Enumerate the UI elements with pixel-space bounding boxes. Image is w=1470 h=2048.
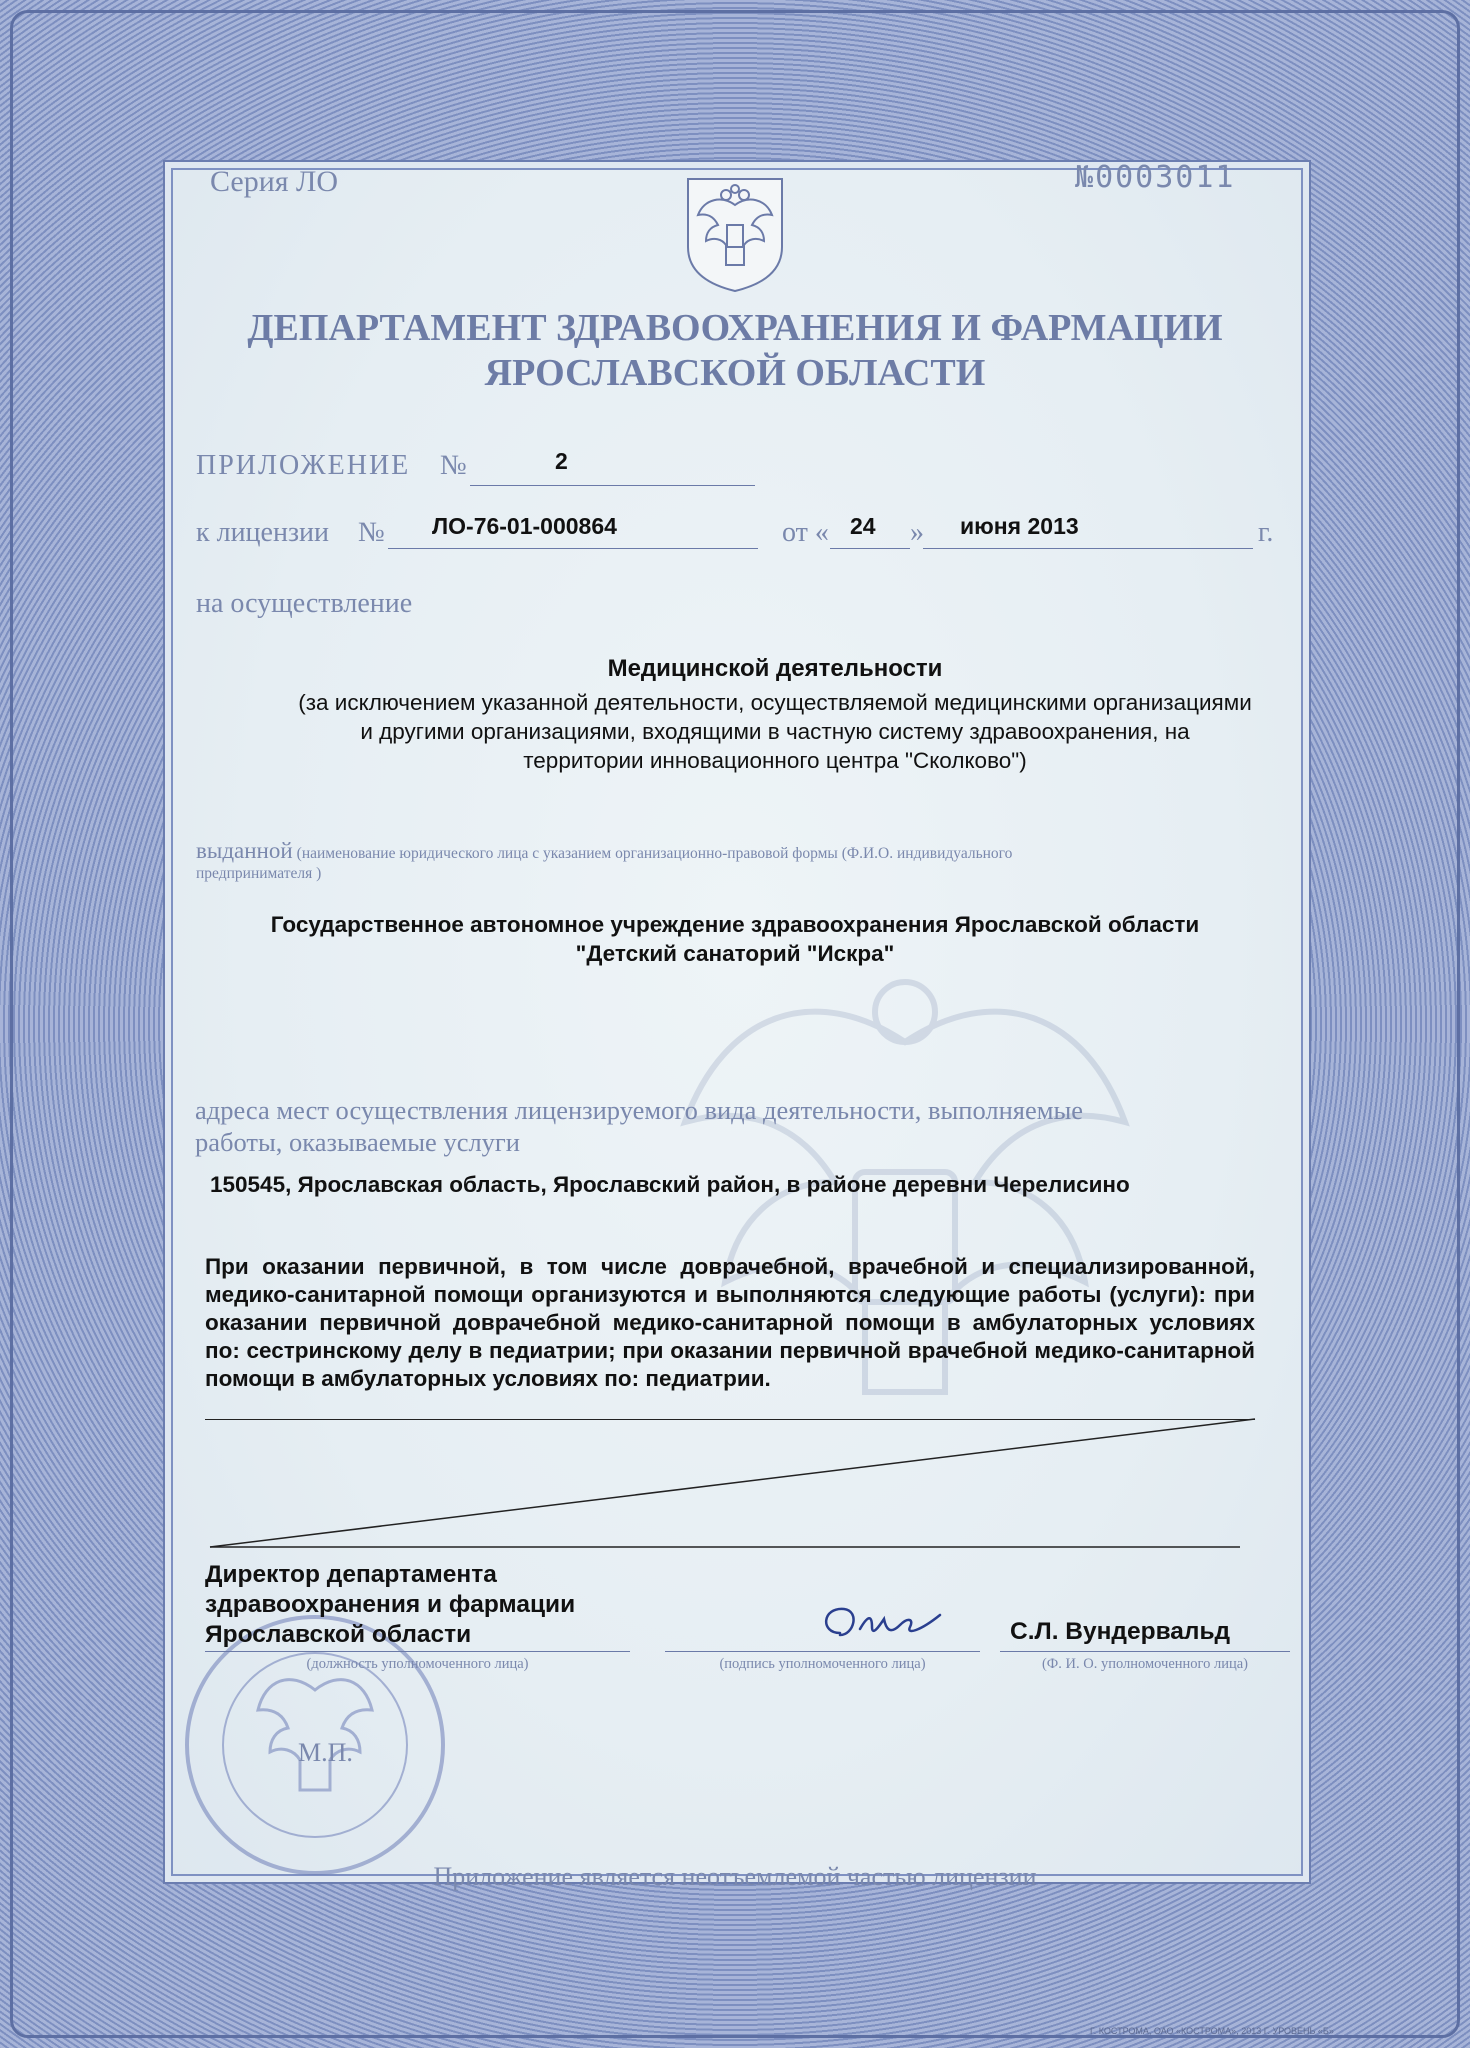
license-month-year: июня 2013 xyxy=(960,513,1079,539)
issued-block xyxy=(196,838,1196,884)
address-value: 150545, Ярославская область, Ярославский район, в районе деревни Черелисино xyxy=(210,1172,1130,1197)
organization-line1: Государственное автономное учреждение здравоохранения Ярославской области xyxy=(270,912,1200,937)
license-from-label: от « xyxy=(782,517,829,548)
z-strike-lines xyxy=(200,1415,1260,1555)
appendix-label: ПРИЛОЖЕНИЕ xyxy=(196,450,411,481)
organization-name xyxy=(163,910,1307,968)
appendix-number-field xyxy=(470,457,755,486)
appendix-number: 2 xyxy=(555,448,568,474)
position-caption: (должность уполномоченного лица) xyxy=(306,1656,529,1672)
coat-of-arms-icon xyxy=(682,175,788,293)
license-year-suffix: г. xyxy=(1258,517,1274,548)
print-info: Г. КОСТРОМА, ОАО «КОСТРОМА», 2013 Г. УРОВЕНЬ «Б» xyxy=(1090,2026,1334,2036)
signatory-name: С.Л. Вундервальд xyxy=(1010,1618,1231,1645)
signature-underline xyxy=(665,1651,980,1652)
seal-place-label: М.П. xyxy=(298,1738,353,1767)
signature-caption: (подпись уполномоченного лица) xyxy=(719,1656,926,1672)
activity-label: на осуществление xyxy=(196,588,413,619)
issued-label: выданной xyxy=(196,838,293,863)
handwritten-signature xyxy=(810,1595,960,1655)
position-line1: Директор департамента xyxy=(205,1561,497,1588)
activity-note-line1: (за исключением указанной деятельности, осуществляемой медицинскими организациями xyxy=(298,690,1252,715)
issued-hint-line2: предпринимателя ) xyxy=(196,865,322,882)
address-label-line2: работы, оказываемые услуги xyxy=(195,1127,520,1157)
license-day: 24 xyxy=(850,513,876,539)
address-label xyxy=(195,1094,1175,1158)
series-label: Серия ЛО xyxy=(210,165,339,198)
activity-note-line2: и другими организациями, входящими в частную систему здравоохранения, на xyxy=(360,719,1190,744)
number-sign: № xyxy=(1075,160,1096,195)
document-number xyxy=(1075,160,1236,195)
department-title-line1: ДЕПАРТАМЕНТ ЗДРАВООХРАНЕНИЯ И ФАРМАЦИИ xyxy=(247,307,1223,349)
license-label: к лицензии xyxy=(196,517,329,548)
license-close-quote: » xyxy=(910,517,924,548)
address-label-line1: адреса мест осуществления лицензируемого вида деятельности, выполняемые xyxy=(195,1095,1084,1125)
position-line2: здравоохранения и фармации xyxy=(205,1591,576,1618)
organization-line2: "Детский санаторий "Искра" xyxy=(575,941,895,966)
activity-note-line3: территории инновационного центра "Сколково") xyxy=(523,748,1027,773)
license-number: ЛО-76-01-000864 xyxy=(432,513,617,539)
number-value: 0003011 xyxy=(1095,160,1236,195)
position-underline xyxy=(205,1651,630,1652)
activity-note xyxy=(220,688,1330,775)
name-caption: (Ф. И. О. уполномоченного лица) xyxy=(1041,1656,1249,1672)
eagle-watermark-icon xyxy=(665,922,1145,1482)
department-title-line2: ЯРОСЛАВСКОЙ ОБЛАСТИ xyxy=(484,352,986,394)
name-underline xyxy=(1000,1651,1290,1652)
signatory-position xyxy=(205,1560,575,1650)
issued-hint-line1: (наименование юридического лица с указанием организационно-правовой формы (Ф.И.О. индивидуального xyxy=(296,845,1013,862)
license-no-sign: № xyxy=(358,517,385,548)
position-line3: Ярославской области xyxy=(205,1621,472,1648)
footer-note: Приложение является неотъемлемой частью лицензии xyxy=(433,1862,1037,1891)
works-text: При оказании первичной, в том числе доврачебной, врачебной и специализированной, медико-санитарной помощи организуются и выполняются следующие работы (услуги): при оказании первичной доврачебной медико-санитарной помощи в амбулаторных условиях по: сестринскому делу в педиатрии; при оказании первичной врачебной медико-санитарной помощи в амбулаторных условиях по: педиатрии. xyxy=(205,1254,1255,1391)
activity-title: Медицинской деятельности xyxy=(607,655,943,682)
appendix-no-sign: № xyxy=(440,450,467,481)
